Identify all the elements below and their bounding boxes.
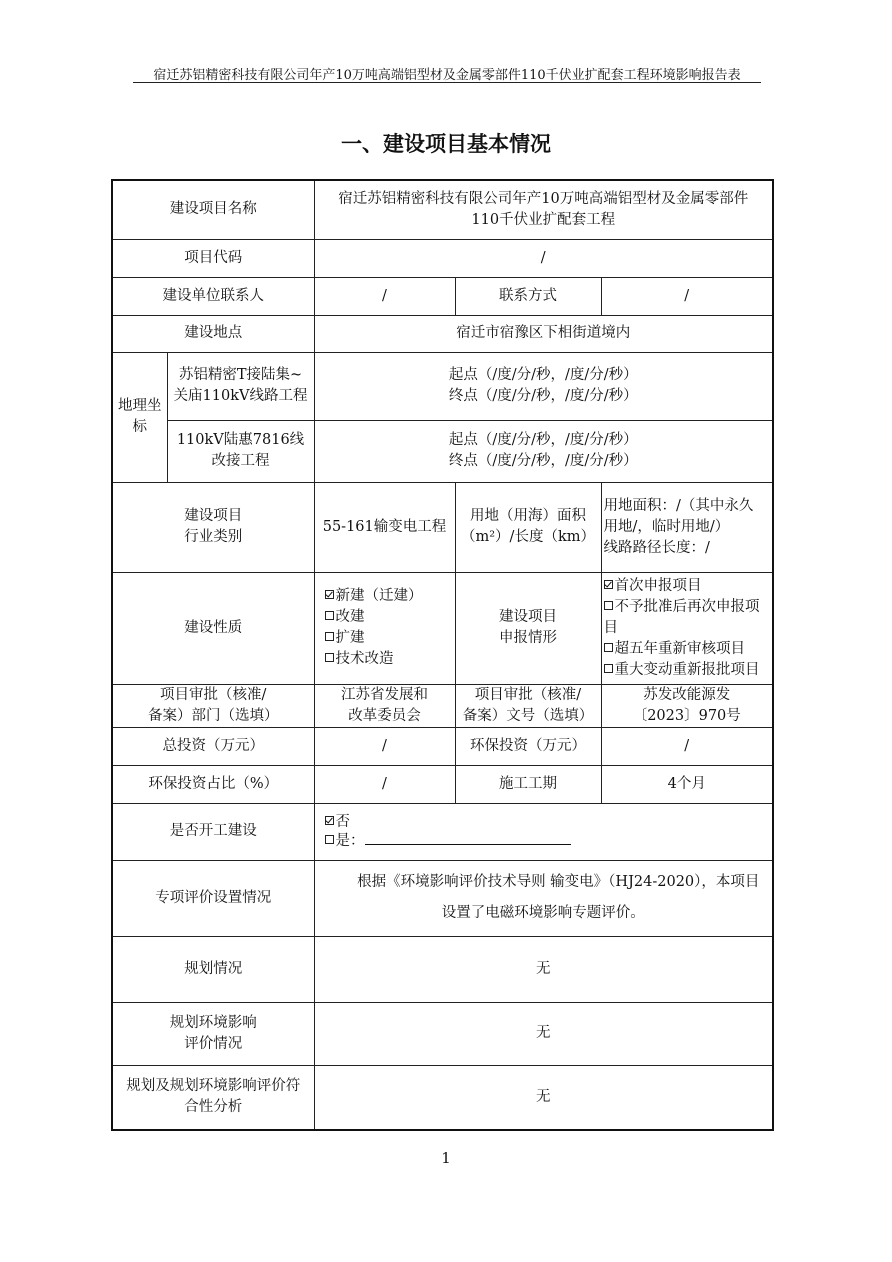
label-location: 建设地点	[112, 315, 314, 352]
label-plan-env	[112, 1002, 314, 1065]
fill-in-blank-line	[365, 832, 571, 845]
page-title: 一、建设项目基本情况	[341, 132, 551, 156]
label-nature: 建设性质	[112, 572, 314, 684]
label-declaration	[455, 572, 601, 684]
label-special-assessment: 专项评价设置情况	[112, 860, 314, 936]
row-started	[112, 803, 773, 860]
declaration-options	[601, 572, 773, 684]
label-approval-number	[455, 684, 601, 727]
option-tech-upgrade[interactable]	[325, 649, 453, 670]
value-approval-dept-line2: 改革委员会	[348, 707, 421, 724]
option-redeclare-cont: 目	[603, 619, 618, 636]
nature-options	[314, 572, 455, 684]
value-land-area-line2: 用地/，临时用地/）	[603, 518, 730, 535]
value-total-investment: /	[314, 727, 455, 765]
checkbox-checked-icon	[325, 590, 334, 599]
page-number: 1	[441, 1149, 451, 1167]
checkbox-icon	[604, 664, 613, 673]
label-total-investment: 总投资（万元）	[112, 727, 314, 765]
label-geo-line1: 地理坐	[118, 398, 162, 414]
row-contact	[112, 277, 773, 315]
label-declaration-line2: 申报情形	[499, 630, 557, 646]
value-project-name	[314, 180, 773, 239]
option-label: 改建	[335, 609, 365, 625]
label-env-investment: 环保投资（万元）	[455, 727, 601, 765]
row-industry	[112, 482, 773, 572]
row-special	[112, 860, 773, 936]
value-construction-period: 4个月	[601, 765, 773, 803]
label-industry	[112, 482, 314, 572]
value-project-code: /	[314, 239, 773, 277]
value-env-investment: /	[601, 727, 773, 765]
label-approval-dept-line1: 项目审批（核准/	[160, 686, 267, 703]
label-plan: 规划情况	[112, 936, 314, 1002]
value-industry: 55-161输变电工程	[314, 482, 455, 572]
option-rebuild[interactable]	[325, 607, 453, 628]
geo-item-1-coords	[314, 352, 773, 420]
value-contact-person: /	[314, 277, 455, 315]
label-plan-fit-line1: 规划及规划环境影响评价符	[126, 1078, 301, 1095]
label-contact-person: 建设单位联系人	[112, 277, 314, 315]
header-rule	[133, 82, 761, 83]
geo-item-1-name-line2: 关庙110kV线路工程	[173, 388, 308, 404]
row-plan-fit	[112, 1065, 773, 1130]
option-five-year-review[interactable]	[604, 639, 771, 660]
value-plan: 无	[314, 936, 773, 1002]
value-land-area-line1: 用地面积：/（其中永久	[603, 497, 754, 514]
row-geo-2	[112, 420, 773, 482]
option-label: 首次申报项目	[614, 577, 702, 594]
label-geo-coordinates	[112, 352, 167, 482]
row-plan	[112, 936, 773, 1002]
row-ratio	[112, 765, 773, 803]
label-approval-number-line1: 项目审批（核准/	[474, 686, 582, 703]
value-project-name-line2: 110千伏业扩配套工程	[471, 211, 616, 228]
label-plan-env-line2: 评价情况	[184, 1035, 243, 1052]
label-plan-env-line1: 规划环境影响	[169, 1014, 257, 1031]
row-project-name	[112, 180, 773, 239]
value-special-line1: 根据《环境影响评价技术导则 输变电》（HJ24-2020），本项目	[357, 874, 760, 890]
label-land-area-line1: 用地（用海）面积	[470, 508, 586, 524]
geo-item-2-end: 终点（/度/分/秒，/度/分/秒）	[448, 453, 638, 469]
value-project-name-line1: 宿迁苏铝精密科技有限公司年产10万吨高端铝型材及金属零部件	[338, 190, 749, 207]
row-nature	[112, 572, 773, 684]
value-location: 宿迁市宿豫区下相街道境内	[314, 315, 773, 352]
label-industry-line2: 行业类别	[184, 529, 243, 545]
checkbox-icon	[325, 835, 334, 844]
value-special-assessment	[314, 860, 773, 936]
value-approval-number-line2: 〔2023〕970号	[632, 707, 741, 724]
project-info-table	[111, 179, 774, 1131]
option-first-declaration[interactable]	[604, 576, 771, 597]
geo-item-2-name-line2: 改接工程	[211, 453, 270, 469]
label-industry-line1: 建设项目	[184, 508, 243, 524]
geo-item-1-name-line1: 苏铝精密T接陆集~	[178, 367, 303, 383]
option-not-started[interactable]	[325, 813, 771, 832]
value-special-line2: 设置了电磁环境影响专题评价。	[441, 905, 645, 921]
checkbox-icon	[325, 632, 334, 641]
geo-item-1-start: 起点（/度/分/秒，/度/分/秒）	[448, 367, 638, 383]
geo-item-2-name	[167, 420, 314, 482]
label-plan-fit-line2: 合性分析	[184, 1099, 243, 1116]
value-approval-number-line1: 苏发改能源发	[643, 686, 731, 703]
value-land-area-line3: 线路路径长度：/	[603, 539, 710, 556]
checkbox-checked-icon	[604, 580, 613, 589]
label-approval-dept	[112, 684, 314, 727]
row-investment	[112, 727, 773, 765]
checkbox-icon	[604, 601, 613, 610]
value-contact-method: /	[601, 277, 773, 315]
geo-item-2-start: 起点（/度/分/秒，/度/分/秒）	[448, 432, 638, 448]
checkbox-icon	[325, 653, 334, 662]
option-label: 扩建	[335, 630, 365, 646]
document-header: 宿迁苏铝精密科技有限公司年产10万吨高端铝型材及金属零部件110千伏业扩配套工程环境影响报告表	[153, 68, 741, 83]
geo-item-1-end: 终点（/度/分/秒，/度/分/秒）	[448, 388, 638, 404]
row-plan-env	[112, 1002, 773, 1065]
value-plan-fit: 无	[314, 1065, 773, 1130]
label-project-name: 建设项目名称	[112, 180, 314, 239]
row-location	[112, 315, 773, 352]
label-contact-method: 联系方式	[455, 277, 601, 315]
label-started: 是否开工建设	[112, 803, 314, 860]
value-approval-dept	[314, 684, 455, 727]
row-geo-1	[112, 352, 773, 420]
value-env-ratio: /	[314, 765, 455, 803]
value-plan-env: 无	[314, 1002, 773, 1065]
checkbox-checked-icon	[325, 816, 334, 825]
option-label: 否	[335, 813, 350, 830]
geo-item-2-name-line1: 110kV陆惠7816线	[176, 432, 305, 448]
option-started[interactable]	[325, 832, 771, 851]
option-label: 是：	[335, 832, 365, 849]
label-land-area	[455, 482, 601, 572]
checkbox-icon	[604, 643, 613, 652]
row-project-code	[112, 239, 773, 277]
label-construction-period: 施工工期	[455, 765, 601, 803]
value-approval-number	[601, 684, 773, 727]
value-started	[314, 803, 773, 860]
option-label: 超五年重新审核项目	[614, 640, 745, 657]
label-land-area-line2: （m²）/长度（km）	[461, 529, 595, 545]
value-approval-dept-line1: 江苏省发展和	[341, 686, 428, 703]
checkbox-icon	[325, 611, 334, 620]
label-approval-dept-line2: 备案）部门（选填）	[148, 707, 279, 724]
option-label: 重大变动重新报批项目	[614, 661, 760, 678]
option-label: 技术改造	[335, 651, 394, 667]
option-label: 不予批准后再次申报项	[614, 598, 760, 615]
option-expand[interactable]	[325, 628, 453, 649]
label-plan-fit	[112, 1065, 314, 1130]
label-env-ratio: 环保投资占比（%）	[112, 765, 314, 803]
label-approval-number-line2: 备案）文号（选填）	[462, 707, 594, 724]
option-major-change[interactable]	[604, 660, 771, 681]
option-redeclare[interactable]	[604, 597, 771, 618]
row-approval	[112, 684, 773, 727]
label-project-code: 项目代码	[112, 239, 314, 277]
value-land-area	[601, 482, 773, 572]
option-label: 新建（迁建）	[335, 588, 423, 604]
geo-item-1-name	[167, 352, 314, 420]
label-geo-line2: 标	[132, 419, 147, 435]
option-new-build[interactable]	[325, 586, 453, 607]
geo-item-2-coords	[314, 420, 773, 482]
label-declaration-line1: 建设项目	[499, 609, 557, 625]
